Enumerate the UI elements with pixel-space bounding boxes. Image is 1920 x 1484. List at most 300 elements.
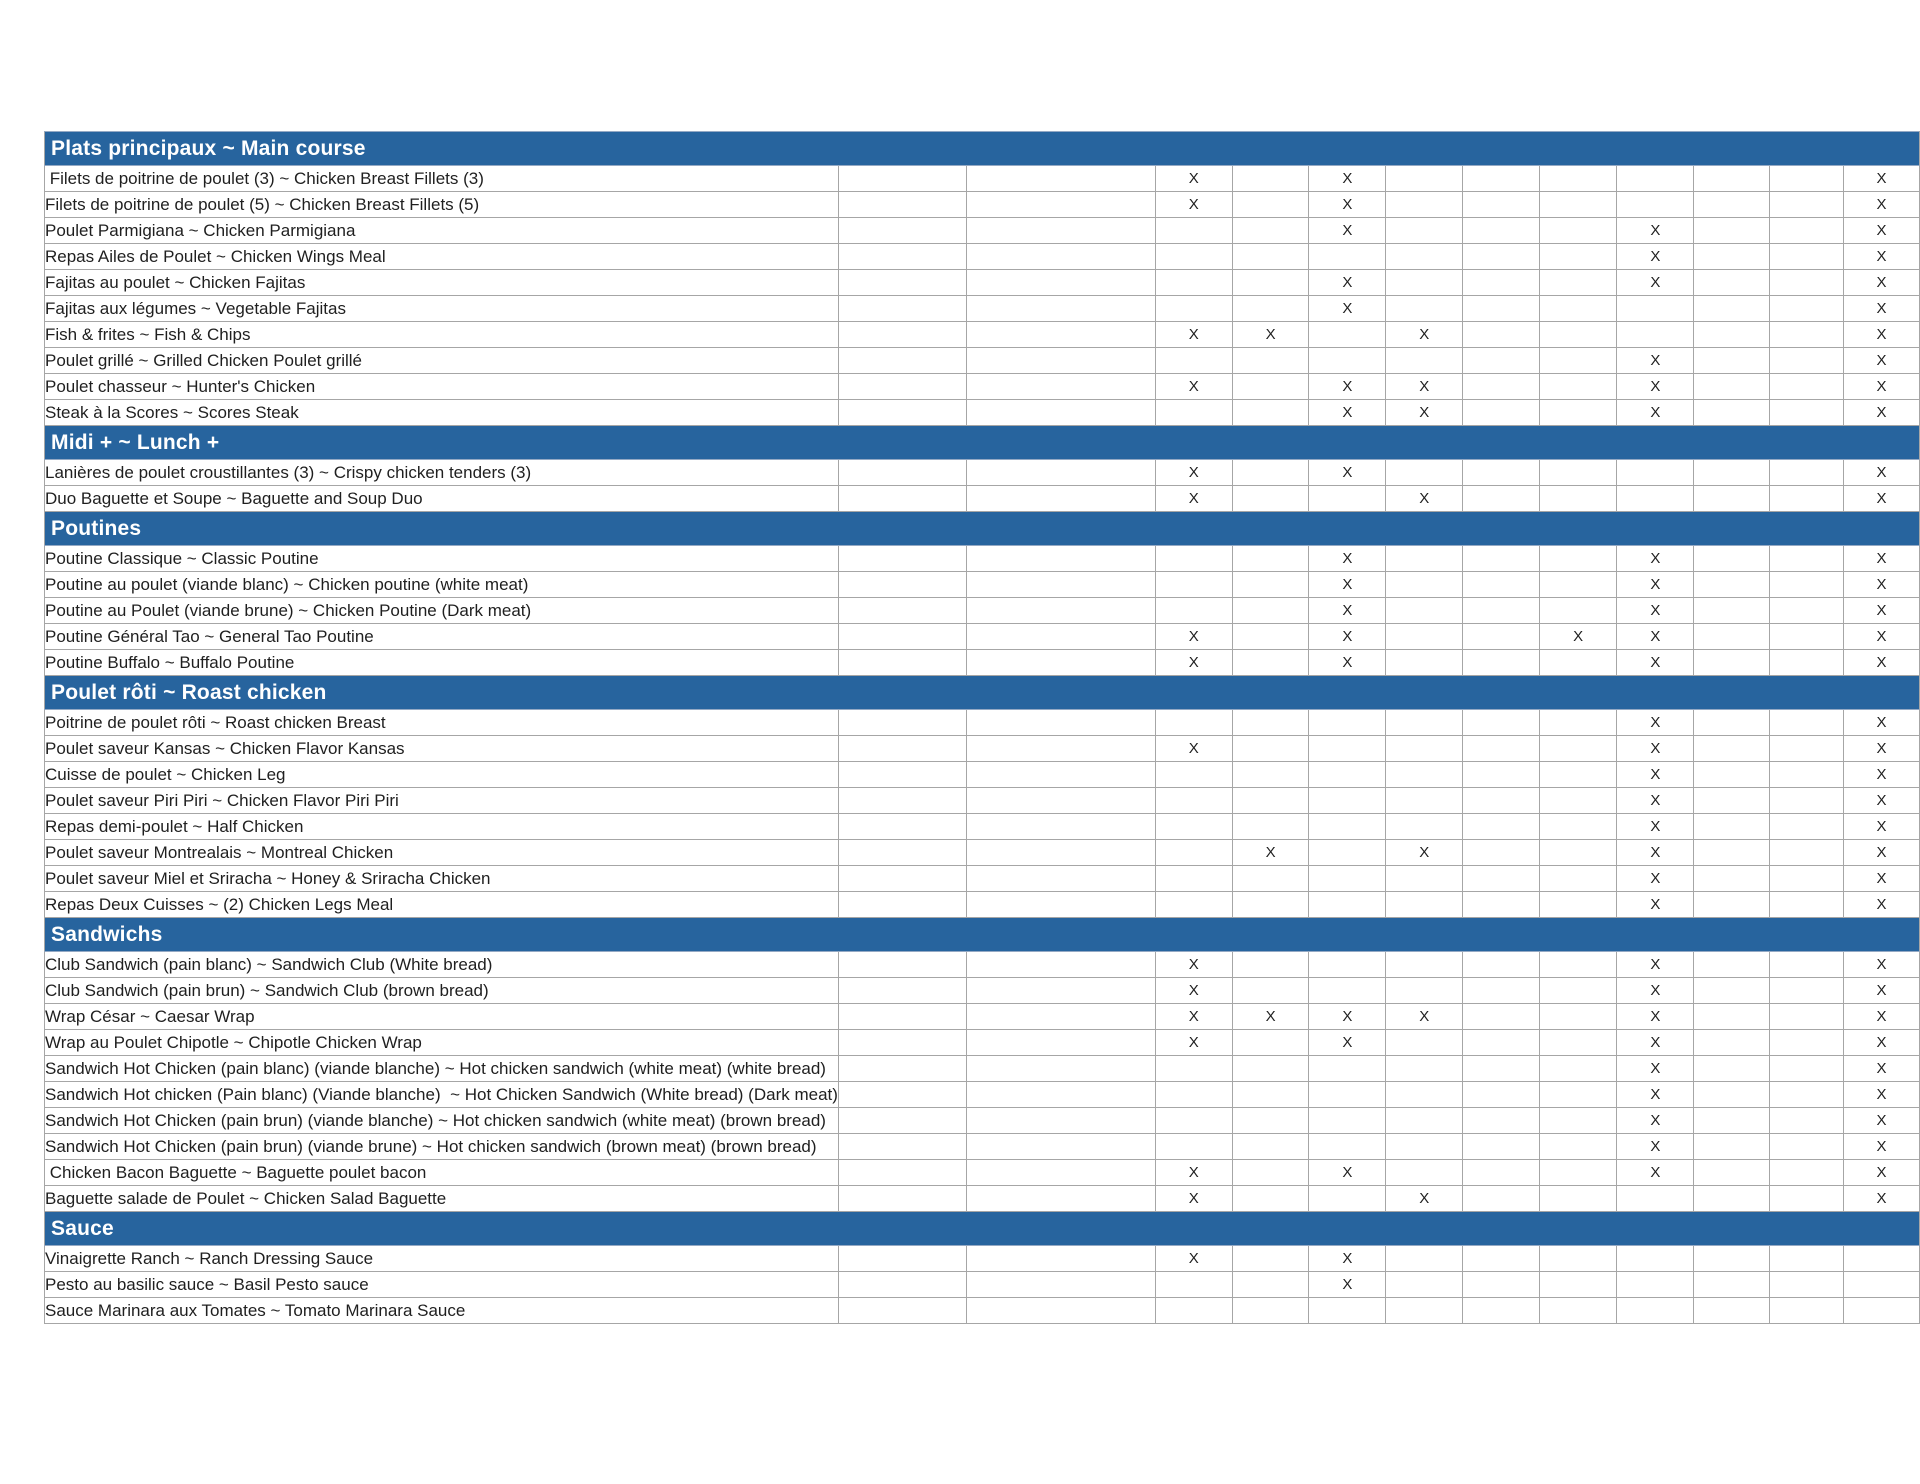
menu-item-label: Fajitas au poulet ~ Chicken Fajitas	[45, 270, 839, 296]
mark-cell-empty	[1463, 598, 1540, 624]
spacer-cell	[967, 546, 1156, 572]
spacer-cell	[967, 1160, 1156, 1186]
mark-cell-x: X	[1309, 296, 1386, 322]
mark-cell-empty	[1694, 762, 1770, 788]
mark-cell-empty	[1539, 1082, 1617, 1108]
mark-cell-empty	[1232, 1246, 1309, 1272]
mark-cell-empty	[1309, 1186, 1386, 1212]
section-title: Poulet rôti ~ Roast chicken	[45, 676, 1920, 710]
spacer-cell	[838, 192, 966, 218]
mark-cell-empty	[1309, 244, 1386, 270]
table-row	[45, 1108, 1920, 1134]
mark-cell-empty	[1386, 218, 1463, 244]
spacer-cell	[838, 978, 966, 1004]
mark-cell-x: X	[1843, 546, 1919, 572]
spacer-cell	[838, 1056, 966, 1082]
mark-cell-x: X	[1617, 866, 1694, 892]
spacer-cell	[967, 322, 1156, 348]
mark-cell-x: X	[1309, 270, 1386, 296]
table-row	[45, 1186, 1920, 1212]
mark-cell-x: X	[1155, 624, 1232, 650]
mark-cell-empty	[1232, 270, 1309, 296]
menu-item-label: Fish & frites ~ Fish & Chips	[45, 322, 839, 348]
mark-cell-x: X	[1843, 788, 1919, 814]
menu-item-label: Poutine Buffalo ~ Buffalo Poutine	[45, 650, 839, 676]
spacer-cell	[967, 762, 1156, 788]
mark-cell-empty	[1694, 624, 1770, 650]
mark-cell-empty	[1770, 322, 1844, 348]
mark-cell-empty	[1617, 1186, 1694, 1212]
mark-cell-empty	[1386, 166, 1463, 192]
spacer-cell	[967, 460, 1156, 486]
mark-cell-x: X	[1155, 1030, 1232, 1056]
mark-cell-empty	[1309, 840, 1386, 866]
mark-cell-empty	[1694, 322, 1770, 348]
mark-cell-empty	[1539, 486, 1617, 512]
menu-item-label: Poulet saveur Piri Piri ~ Chicken Flavor Piri Piri	[45, 788, 839, 814]
mark-cell-empty	[1694, 1186, 1770, 1212]
spacer-cell	[967, 650, 1156, 676]
menu-item-label: Sandwich Hot Chicken (pain brun) (viande brune) ~ Hot chicken sandwich (brown meat) (brown bread)	[45, 1134, 839, 1160]
menu-item-label: Repas Ailes de Poulet ~ Chicken Wings Meal	[45, 244, 839, 270]
mark-cell-empty	[1694, 978, 1770, 1004]
mark-cell-empty	[1386, 736, 1463, 762]
mark-cell-empty	[1309, 736, 1386, 762]
mark-cell-x: X	[1617, 1030, 1694, 1056]
mark-cell-empty	[1770, 348, 1844, 374]
spacer-cell	[967, 1082, 1156, 1108]
mark-cell-x: X	[1617, 840, 1694, 866]
mark-cell-empty	[1232, 710, 1309, 736]
spacer-cell	[838, 814, 966, 840]
mark-cell-empty	[1155, 840, 1232, 866]
mark-cell-empty	[1539, 1056, 1617, 1082]
mark-cell-empty	[1463, 1134, 1540, 1160]
mark-cell-empty	[1617, 322, 1694, 348]
section-title: Plats principaux ~ Main course	[45, 132, 1920, 166]
menu-allergen-sheet	[44, 131, 1920, 1324]
mark-cell-empty	[1463, 1030, 1540, 1056]
mark-cell-empty	[1694, 710, 1770, 736]
table-row	[45, 1134, 1920, 1160]
mark-cell-empty	[1617, 296, 1694, 322]
mark-cell-x: X	[1309, 374, 1386, 400]
section-title: Poutines	[45, 512, 1920, 546]
spacer-cell	[838, 270, 966, 296]
mark-cell-empty	[1539, 1160, 1617, 1186]
table-row	[45, 1082, 1920, 1108]
spacer-cell	[838, 952, 966, 978]
mark-cell-empty	[1770, 892, 1844, 918]
spacer-cell	[967, 1246, 1156, 1272]
mark-cell-x: X	[1309, 598, 1386, 624]
spacer-cell	[838, 762, 966, 788]
mark-cell-empty	[1694, 1082, 1770, 1108]
mark-cell-x: X	[1843, 866, 1919, 892]
mark-cell-empty	[1694, 486, 1770, 512]
mark-cell-empty	[1539, 736, 1617, 762]
mark-cell-empty	[1386, 952, 1463, 978]
section-band	[45, 676, 1920, 710]
mark-cell-empty	[1770, 978, 1844, 1004]
mark-cell-empty	[1539, 762, 1617, 788]
table-row	[45, 762, 1920, 788]
mark-cell-empty	[1539, 710, 1617, 736]
table-row	[45, 270, 1920, 296]
mark-cell-empty	[1770, 952, 1844, 978]
mark-cell-empty	[1232, 218, 1309, 244]
mark-cell-empty	[1463, 840, 1540, 866]
mark-cell-empty	[1232, 1056, 1309, 1082]
table-row	[45, 650, 1920, 676]
mark-cell-empty	[1617, 166, 1694, 192]
mark-cell-x: X	[1617, 1134, 1694, 1160]
mark-cell-empty	[1386, 1246, 1463, 1272]
mark-cell-empty	[1386, 788, 1463, 814]
mark-cell-empty	[1155, 892, 1232, 918]
mark-cell-x: X	[1617, 546, 1694, 572]
mark-cell-empty	[1386, 598, 1463, 624]
mark-cell-empty	[1770, 218, 1844, 244]
mark-cell-x: X	[1617, 736, 1694, 762]
mark-cell-empty	[1386, 1030, 1463, 1056]
mark-cell-empty	[1463, 892, 1540, 918]
spacer-cell	[967, 1108, 1156, 1134]
mark-cell-empty	[1155, 1298, 1232, 1324]
mark-cell-empty	[1539, 1272, 1617, 1298]
mark-cell-empty	[1309, 866, 1386, 892]
mark-cell-empty	[1694, 788, 1770, 814]
mark-cell-empty	[1770, 788, 1844, 814]
mark-cell-x: X	[1843, 244, 1919, 270]
mark-cell-x: X	[1386, 840, 1463, 866]
menu-item-label: Poulet saveur Miel et Sriracha ~ Honey & Sriracha Chicken	[45, 866, 839, 892]
table-row	[45, 1298, 1920, 1324]
mark-cell-empty	[1694, 650, 1770, 676]
table-row	[45, 892, 1920, 918]
mark-cell-empty	[1155, 244, 1232, 270]
mark-cell-empty	[1232, 572, 1309, 598]
mark-cell-empty	[1770, 598, 1844, 624]
mark-cell-empty	[1694, 1030, 1770, 1056]
table-body	[45, 132, 1920, 1324]
mark-cell-x: X	[1309, 546, 1386, 572]
section-band	[45, 1212, 1920, 1246]
mark-cell-x: X	[1843, 624, 1919, 650]
mark-cell-empty	[1770, 624, 1844, 650]
mark-cell-x: X	[1617, 814, 1694, 840]
mark-cell-empty	[1770, 296, 1844, 322]
mark-cell-x: X	[1309, 1272, 1386, 1298]
mark-cell-x: X	[1386, 1186, 1463, 1212]
spacer-cell	[967, 892, 1156, 918]
mark-cell-empty	[1232, 244, 1309, 270]
mark-cell-empty	[1617, 486, 1694, 512]
table-row	[45, 348, 1920, 374]
menu-item-label: Poulet grillé ~ Grilled Chicken Poulet grillé	[45, 348, 839, 374]
mark-cell-x: X	[1309, 166, 1386, 192]
mark-cell-x: X	[1843, 192, 1919, 218]
mark-cell-x: X	[1386, 486, 1463, 512]
spacer-cell	[967, 952, 1156, 978]
mark-cell-empty	[1463, 400, 1540, 426]
spacer-cell	[838, 624, 966, 650]
spacer-cell	[838, 166, 966, 192]
spacer-cell	[838, 374, 966, 400]
mark-cell-empty	[1539, 460, 1617, 486]
mark-cell-x: X	[1843, 650, 1919, 676]
mark-cell-empty	[1309, 322, 1386, 348]
spacer-cell	[838, 460, 966, 486]
table-row	[45, 244, 1920, 270]
mark-cell-empty	[1770, 710, 1844, 736]
spacer-cell	[967, 244, 1156, 270]
table-row	[45, 788, 1920, 814]
mark-cell-empty	[1155, 710, 1232, 736]
mark-cell-x: X	[1155, 486, 1232, 512]
table-row	[45, 322, 1920, 348]
spacer-cell	[967, 598, 1156, 624]
mark-cell-empty	[1232, 192, 1309, 218]
mark-cell-x: X	[1309, 460, 1386, 486]
spacer-cell	[838, 1030, 966, 1056]
mark-cell-empty	[1694, 736, 1770, 762]
mark-cell-empty	[1232, 486, 1309, 512]
mark-cell-empty	[1232, 374, 1309, 400]
mark-cell-empty	[1694, 166, 1770, 192]
mark-cell-empty	[1463, 374, 1540, 400]
mark-cell-empty	[1386, 624, 1463, 650]
mark-cell-empty	[1463, 736, 1540, 762]
mark-cell-empty	[1463, 296, 1540, 322]
mark-cell-empty	[1539, 892, 1617, 918]
mark-cell-empty	[1463, 218, 1540, 244]
mark-cell-x: X	[1843, 486, 1919, 512]
mark-cell-x: X	[1843, 736, 1919, 762]
mark-cell-empty	[1386, 650, 1463, 676]
mark-cell-empty	[1463, 710, 1540, 736]
mark-cell-x: X	[1617, 218, 1694, 244]
table-row	[45, 952, 1920, 978]
mark-cell-x: X	[1843, 710, 1919, 736]
mark-cell-empty	[1770, 1108, 1844, 1134]
mark-cell-empty	[1386, 348, 1463, 374]
table-row	[45, 572, 1920, 598]
mark-cell-empty	[1386, 270, 1463, 296]
spacer-cell	[838, 296, 966, 322]
spacer-cell	[838, 1186, 966, 1212]
mark-cell-empty	[1694, 952, 1770, 978]
mark-cell-x: X	[1155, 374, 1232, 400]
menu-item-label: Poutine au Poulet (viande brune) ~ Chicken Poutine (Dark meat)	[45, 598, 839, 624]
spacer-cell	[967, 866, 1156, 892]
mark-cell-empty	[1694, 598, 1770, 624]
mark-cell-x: X	[1617, 374, 1694, 400]
mark-cell-x: X	[1843, 762, 1919, 788]
mark-cell-empty	[1770, 736, 1844, 762]
mark-cell-empty	[1309, 710, 1386, 736]
mark-cell-x: X	[1155, 1246, 1232, 1272]
spacer-cell	[838, 400, 966, 426]
mark-cell-empty	[1232, 598, 1309, 624]
mark-cell-x: X	[1386, 1004, 1463, 1030]
mark-cell-x: X	[1843, 1160, 1919, 1186]
mark-cell-empty	[1539, 650, 1617, 676]
mark-cell-empty	[1232, 1108, 1309, 1134]
mark-cell-empty	[1694, 244, 1770, 270]
spacer-cell	[838, 218, 966, 244]
mark-cell-x: X	[1617, 1082, 1694, 1108]
mark-cell-empty	[1694, 866, 1770, 892]
menu-item-label: Club Sandwich (pain blanc) ~ Sandwich Club (White bread)	[45, 952, 839, 978]
table-row	[45, 624, 1920, 650]
mark-cell-empty	[1232, 624, 1309, 650]
mark-cell-empty	[1539, 978, 1617, 1004]
mark-cell-empty	[1694, 1246, 1770, 1272]
table-row	[45, 1056, 1920, 1082]
table-row	[45, 400, 1920, 426]
mark-cell-empty	[1463, 486, 1540, 512]
mark-cell-empty	[1539, 1186, 1617, 1212]
mark-cell-x: X	[1539, 624, 1617, 650]
table-row	[45, 1030, 1920, 1056]
mark-cell-empty	[1309, 814, 1386, 840]
mark-cell-empty	[1539, 1298, 1617, 1324]
mark-cell-x: X	[1843, 1082, 1919, 1108]
mark-cell-empty	[1463, 166, 1540, 192]
mark-cell-x: X	[1386, 322, 1463, 348]
mark-cell-x: X	[1843, 1056, 1919, 1082]
table-row	[45, 866, 1920, 892]
mark-cell-empty	[1770, 1082, 1844, 1108]
mark-cell-empty	[1232, 1030, 1309, 1056]
mark-cell-empty	[1386, 1134, 1463, 1160]
mark-cell-empty	[1463, 572, 1540, 598]
mark-cell-x: X	[1843, 400, 1919, 426]
spacer-cell	[967, 486, 1156, 512]
spacer-cell	[967, 1030, 1156, 1056]
mark-cell-empty	[1770, 762, 1844, 788]
menu-item-label: Steak à la Scores ~ Scores Steak	[45, 400, 839, 426]
spacer-cell	[967, 374, 1156, 400]
mark-cell-empty	[1463, 460, 1540, 486]
mark-cell-empty	[1155, 400, 1232, 426]
table-row	[45, 296, 1920, 322]
menu-item-label: Sandwich Hot chicken (Pain blanc) (Viande blanche) ~ Hot Chicken Sandwich (White bread) (Dark meat)	[45, 1082, 839, 1108]
mark-cell-empty	[1463, 1186, 1540, 1212]
mark-cell-x: X	[1155, 952, 1232, 978]
mark-cell-empty	[1232, 400, 1309, 426]
mark-cell-empty	[1386, 460, 1463, 486]
mark-cell-empty	[1232, 1160, 1309, 1186]
mark-cell-empty	[1232, 1082, 1309, 1108]
mark-cell-x: X	[1309, 218, 1386, 244]
mark-cell-empty	[1694, 374, 1770, 400]
mark-cell-empty	[1694, 1108, 1770, 1134]
spacer-cell	[838, 866, 966, 892]
table-row	[45, 1004, 1920, 1030]
mark-cell-empty	[1463, 866, 1540, 892]
spacer-cell	[967, 400, 1156, 426]
mark-cell-empty	[1309, 952, 1386, 978]
mark-cell-x: X	[1617, 624, 1694, 650]
mark-cell-x: X	[1155, 166, 1232, 192]
mark-cell-empty	[1770, 460, 1844, 486]
mark-cell-empty	[1232, 952, 1309, 978]
menu-item-label: Cuisse de poulet ~ Chicken Leg	[45, 762, 839, 788]
mark-cell-empty	[1309, 762, 1386, 788]
mark-cell-empty	[1770, 572, 1844, 598]
mark-cell-x: X	[1155, 1186, 1232, 1212]
mark-cell-empty	[1770, 814, 1844, 840]
mark-cell-empty	[1694, 1272, 1770, 1298]
mark-cell-x: X	[1155, 1160, 1232, 1186]
mark-cell-empty	[1232, 348, 1309, 374]
mark-cell-empty	[1694, 1004, 1770, 1030]
mark-cell-x: X	[1617, 270, 1694, 296]
mark-cell-empty	[1770, 270, 1844, 296]
mark-cell-x: X	[1843, 218, 1919, 244]
spacer-cell	[838, 322, 966, 348]
mark-cell-empty	[1617, 192, 1694, 218]
spacer-cell	[838, 788, 966, 814]
mark-cell-empty	[1232, 1134, 1309, 1160]
mark-cell-empty	[1155, 1056, 1232, 1082]
mark-cell-empty	[1232, 296, 1309, 322]
spacer-cell	[838, 1082, 966, 1108]
mark-cell-empty	[1539, 1134, 1617, 1160]
mark-cell-x: X	[1155, 978, 1232, 1004]
spacer-cell	[838, 1246, 966, 1272]
mark-cell-empty	[1386, 866, 1463, 892]
menu-item-label: Baguette salade de Poulet ~ Chicken Salad Baguette	[45, 1186, 839, 1212]
mark-cell-empty	[1770, 546, 1844, 572]
mark-cell-x: X	[1309, 400, 1386, 426]
menu-item-label: Duo Baguette et Soupe ~ Baguette and Soup Duo	[45, 486, 839, 512]
spacer-cell	[967, 166, 1156, 192]
mark-cell-empty	[1463, 624, 1540, 650]
menu-item-label: Poulet saveur Kansas ~ Chicken Flavor Kansas	[45, 736, 839, 762]
mark-cell-empty	[1463, 952, 1540, 978]
mark-cell-empty	[1309, 892, 1386, 918]
mark-cell-empty	[1617, 1298, 1694, 1324]
spacer-cell	[967, 270, 1156, 296]
mark-cell-empty	[1386, 762, 1463, 788]
mark-cell-empty	[1539, 192, 1617, 218]
mark-cell-x: X	[1155, 192, 1232, 218]
mark-cell-empty	[1463, 1272, 1540, 1298]
mark-cell-empty	[1155, 348, 1232, 374]
mark-cell-empty	[1463, 1108, 1540, 1134]
mark-cell-x: X	[1232, 322, 1309, 348]
mark-cell-x: X	[1155, 650, 1232, 676]
mark-cell-empty	[1232, 978, 1309, 1004]
mark-cell-x: X	[1309, 1160, 1386, 1186]
mark-cell-x: X	[1155, 322, 1232, 348]
mark-cell-x: X	[1617, 244, 1694, 270]
mark-cell-empty	[1155, 572, 1232, 598]
menu-item-label: Poulet saveur Montrealais ~ Montreal Chicken	[45, 840, 839, 866]
mark-cell-empty	[1770, 486, 1844, 512]
mark-cell-x: X	[1617, 978, 1694, 1004]
mark-cell-x: X	[1843, 296, 1919, 322]
mark-cell-empty	[1617, 1272, 1694, 1298]
mark-cell-empty	[1463, 270, 1540, 296]
menu-item-label: Fajitas aux légumes ~ Vegetable Fajitas	[45, 296, 839, 322]
mark-cell-empty	[1694, 460, 1770, 486]
spacer-cell	[967, 736, 1156, 762]
mark-cell-empty	[1463, 546, 1540, 572]
